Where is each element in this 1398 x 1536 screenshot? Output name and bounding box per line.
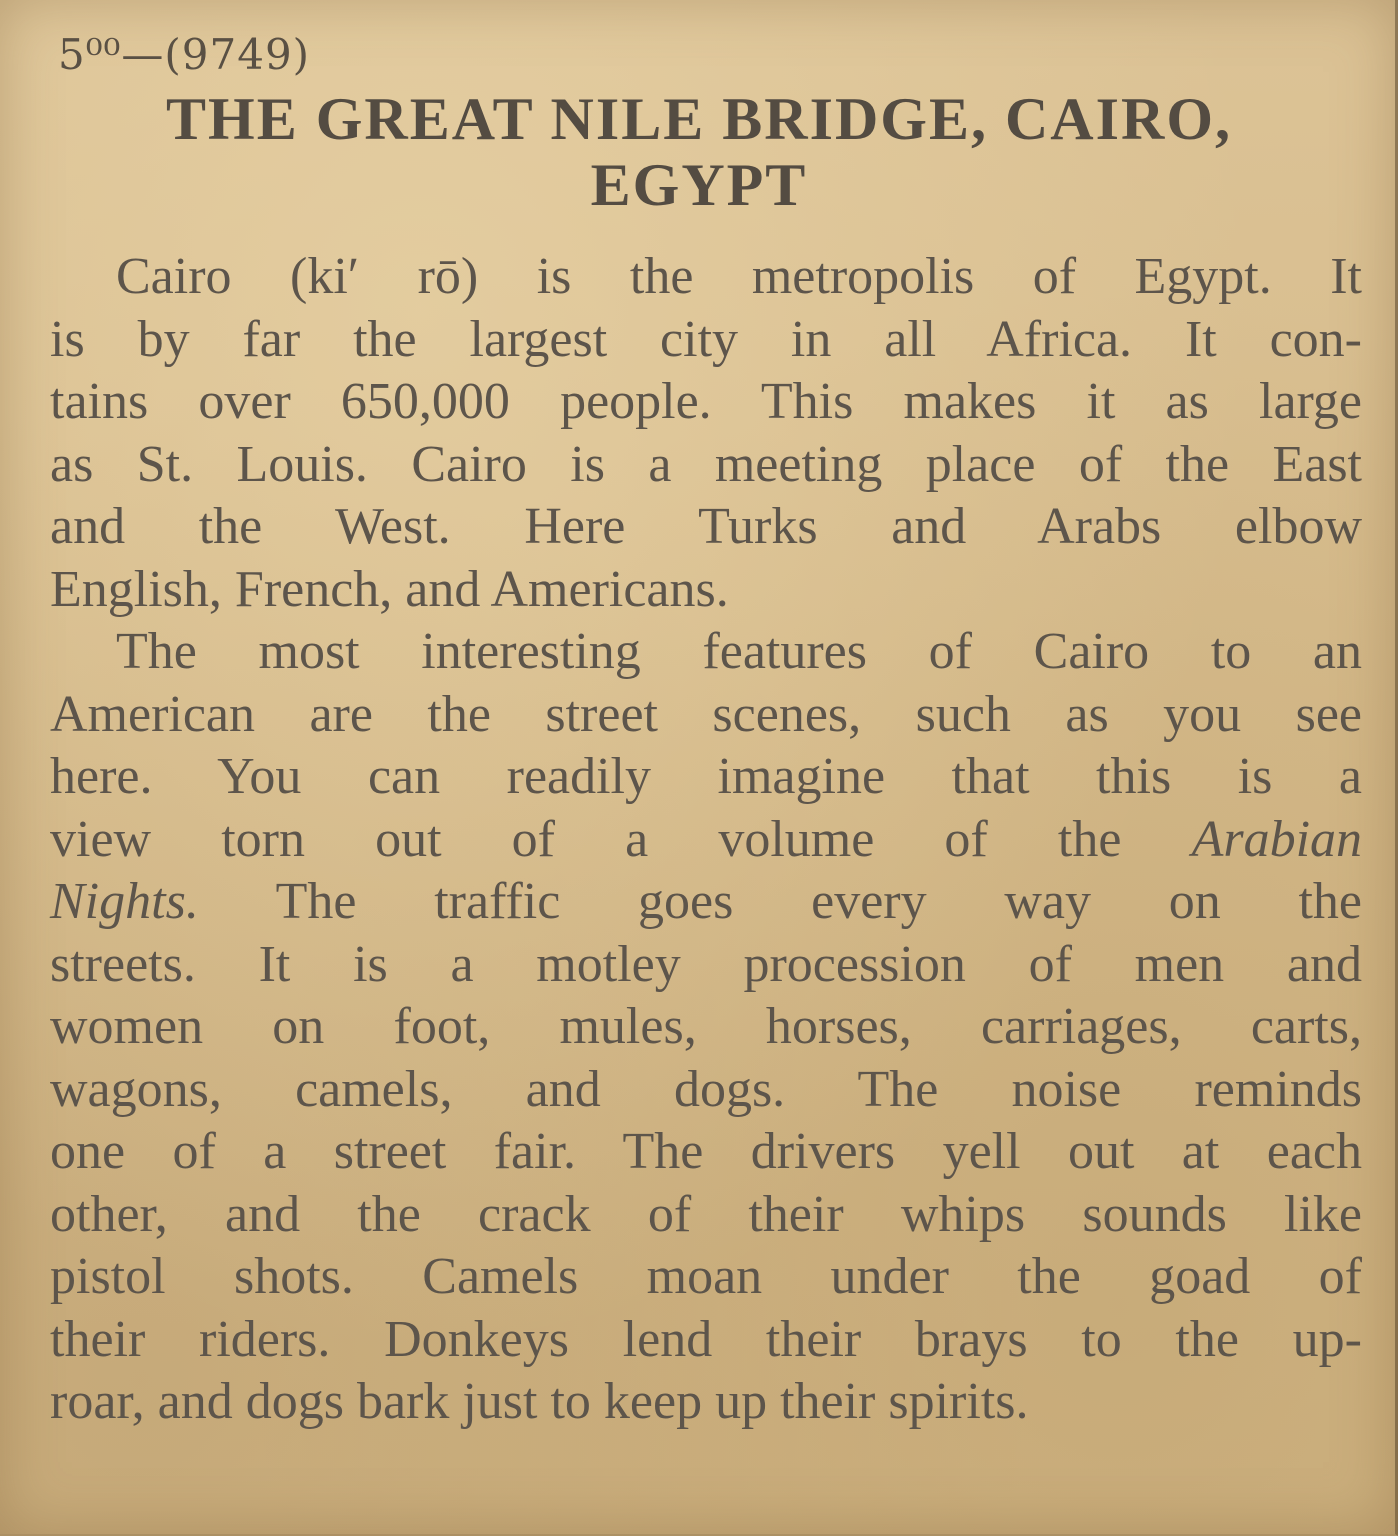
text-line: streets. It is a motley procession of men and: [50, 935, 1362, 993]
text-line: here. You can readily imagine that this is a: [50, 748, 1362, 805]
text-line: roar, and dogs bark just to keep up their spirits.: [50, 1373, 1029, 1430]
text-line: [50, 871, 1362, 934]
text-line: and the West. Here Turks and Arabs elbow: [50, 498, 1362, 555]
catalog-number: 5⁰⁰—(9749): [58, 30, 311, 79]
text-line: women on foot, mules, horses, carriages, carts,: [50, 998, 1362, 1055]
title-line-1: THE GREAT NILE BRIDGE, CAIRO,: [166, 86, 1232, 152]
text-line: other, and the crack of their whips sounds like: [50, 1185, 1362, 1243]
text-line: as St. Louis. Cairo is a meeting place of the East: [50, 435, 1362, 493]
italic-book-title: Nights.: [50, 873, 199, 930]
card-title: [0, 86, 1398, 218]
line-text-segment: The traffic goes every way on the: [275, 873, 1362, 930]
text-line: one of a street fair. The drivers yell out at each: [50, 1123, 1362, 1180]
paragraph-1: [50, 246, 1362, 621]
text-line: American are the street scenes, such as you see: [50, 685, 1362, 743]
text-line: is by far the largest city in all Africa. It con-: [50, 310, 1362, 368]
title-line-2: EGYPT: [590, 152, 808, 218]
text-line: pistol shots. Camels moan under the goad of: [50, 1248, 1362, 1305]
text-line: [50, 809, 1362, 872]
paragraph-2: [50, 621, 1362, 1434]
italic-book-title: Arabian: [1191, 810, 1363, 868]
text-line: tains over 650,000 people. This makes it as large: [50, 373, 1362, 430]
text-line: Cairo (ki′ rō) is the metropolis of Egypt. It: [116, 248, 1362, 305]
text-line: English, French, and Americans.: [50, 560, 729, 618]
body-text: [50, 246, 1362, 1434]
text-line: The most interesting features of Cairo to an: [116, 623, 1362, 680]
text-line: wagons, camels, and dogs. The noise reminds: [50, 1060, 1362, 1118]
text-line: their riders. Donkeys lend their brays to the up-: [50, 1310, 1362, 1368]
line-text-segment: view torn out of a volume of the: [50, 810, 1122, 868]
